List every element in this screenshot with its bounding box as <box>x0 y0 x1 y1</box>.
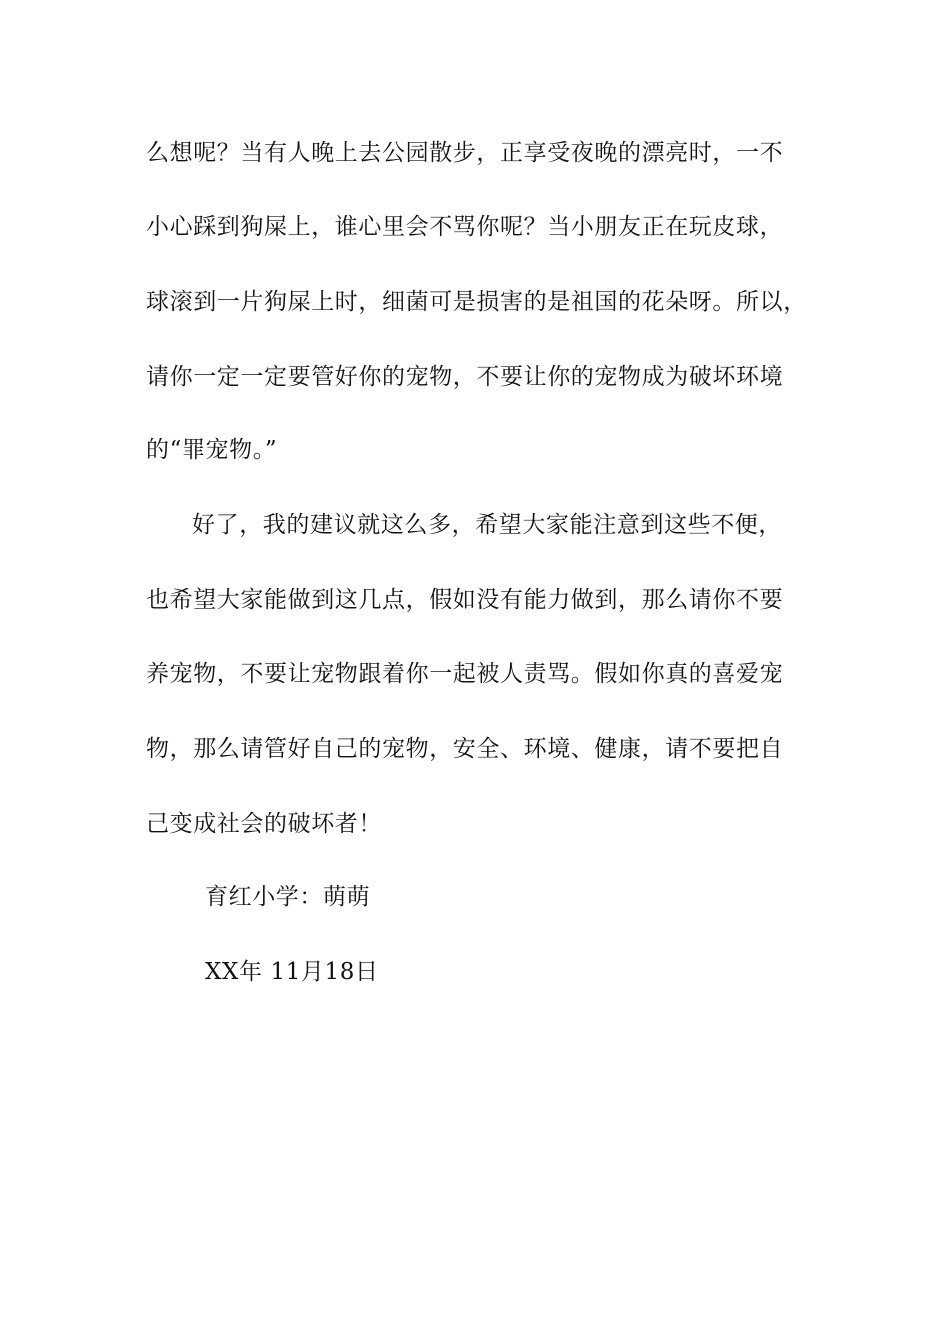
paragraph-line: 小心踩到狗屎上，谁心里会不骂你呢？当小朋友正在玩皮球， <box>146 214 784 240</box>
paragraph-line: 好了，我的建议就这么多，希望大家能注意到这些不便， <box>192 512 782 538</box>
paragraph-line: 养宠物，不要让宠物跟着你一起被人责骂。假如你真的喜爱宠 <box>146 661 784 687</box>
paragraph-line: 的“罪宠物。” <box>146 437 278 463</box>
signature-author: 育红小学：萌萌 <box>205 884 371 910</box>
paragraph-line: 物，那么请管好自己的宠物，安全、环境、健康，请不要把自 <box>146 736 784 762</box>
paragraph-line: 球滚到一片狗屎上时，细菌可是损害的是祖国的花朵呀。所以， <box>146 289 807 315</box>
paragraph-line: 么想呢？当有人晚上去公园散步，正享受夜晚的漂亮时，一不 <box>146 140 784 166</box>
signature-date: XX年 11月18日 <box>205 959 379 985</box>
paragraph-line: 也希望大家能做到这几点，假如没有能力做到，那么请你不要 <box>146 587 784 613</box>
paragraph-line: 己变成社会的破坏者！ <box>146 811 382 837</box>
paragraph-line: 请你一定一定要管好你的宠物，不要让你的宠物成为破坏环境 <box>146 364 784 390</box>
